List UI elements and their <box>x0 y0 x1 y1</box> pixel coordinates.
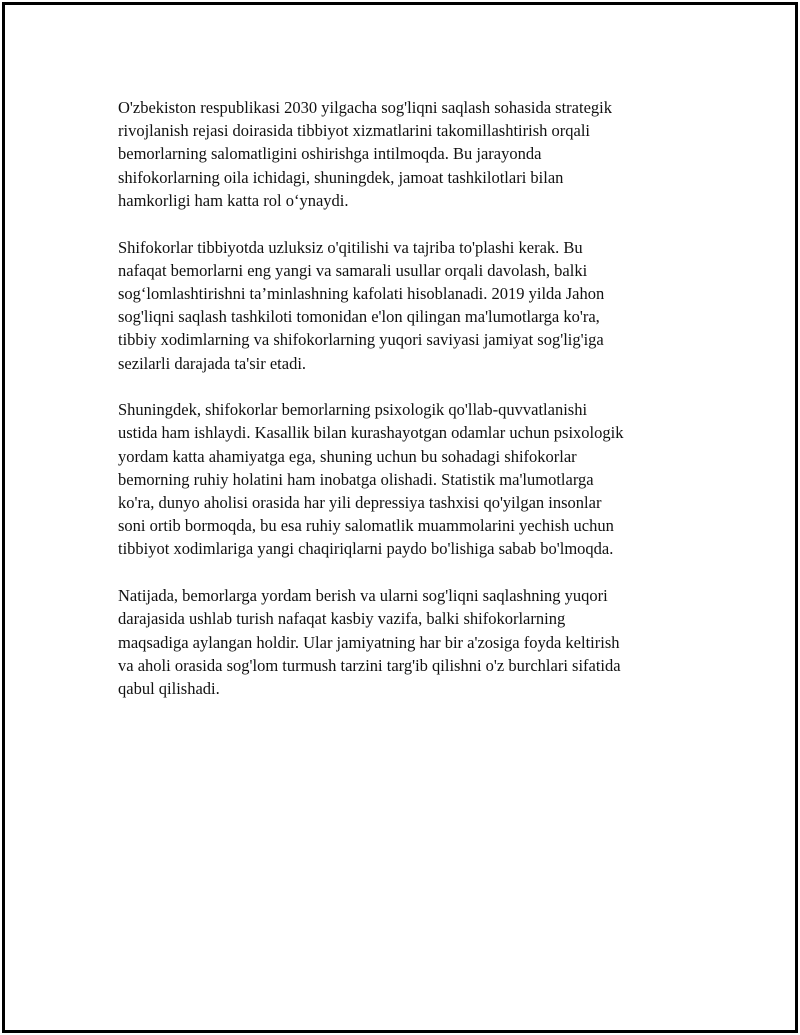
text-line: sog‘lomlashtirishni ta’minlashning kafolati hisoblanadi. 2019 yilda Jahon <box>118 283 605 303</box>
text-line: maqsadiga aylangan holdir. Ular jamiyatning har bir a'zosiga foyda keltirish <box>118 632 620 652</box>
text-line: O'zbekiston respublikasi 2030 yilgacha sog'liqni saqlash sohasida strategik <box>118 98 612 117</box>
text-line: Shifokorlar tibbiyotda uzluksiz o'qitilishi va tajriba to'plashi kerak. Bu <box>118 237 583 257</box>
paragraph-2 <box>118 236 703 375</box>
text-line: qabul qilishadi. <box>118 678 220 698</box>
paragraph-4 <box>118 584 703 700</box>
text-line: va aholi orasida sog'lom turmush tarzini targ'ib qilishni o'z burchlari sifatida <box>118 655 621 675</box>
text-line: bemorning ruhiy holatini ham inobatga olishadi. Statistik ma'lumotlarga <box>118 469 594 489</box>
text-line: Natijada, bemorlarga yordam berish va ularni sog'liqni saqlashning yuqori <box>118 586 608 606</box>
paragraph-3 <box>118 398 703 560</box>
text-line: darajasida ushlab turish nafaqat kasbiy vazifa, balki shifokorlarning <box>118 609 566 629</box>
text-line: soni ortib bormoqda, bu esa ruhiy salomatlik muammolarini yechish uchun <box>118 516 614 536</box>
text-line: sog'liqni saqlash tashkiloti tomonidan e'lon qilingan ma'lumotlarga ko'ra, <box>118 307 600 327</box>
text-line: tibbiy xodimlarning va shifokorlarning yuqori saviyasi jamiyat sog'lig'iga <box>118 330 604 350</box>
document-body <box>118 96 703 724</box>
text-line: bemorlarning salomatligini oshirishga intilmoqda. Bu jarayonda <box>118 144 542 164</box>
text-line: yordam katta ahamiyatga ega, shuning uchun bu sohadagi shifokorlar <box>118 446 577 466</box>
text-line: rivojlanish rejasi doirasida tibbiyot xizmatlarini takomillashtirish orqali <box>118 121 590 141</box>
text-line: Shuningdek, shifokorlar bemorlarning psixologik qo'llab-quvvatlanishi <box>118 400 588 420</box>
text-line: nafaqat bemorlarni eng yangi va samarali usullar orqali davolash, balki <box>118 260 588 280</box>
text-line: ustida ham ishlaydi. Kasallik bilan kurashayotgan odamlar uchun psixologik <box>118 423 624 443</box>
text-line: shifokorlarning oila ichidagi, shuningdek, jamoat tashkilotlari bilan <box>118 167 564 187</box>
text-line: hamkorligi ham katta rol o‘ynaydi. <box>118 190 349 210</box>
text-line: tibbiyot xodimlariga yangi chaqiriqlarni paydo bo'lishiga sabab bo'lmoqda. <box>118 539 614 559</box>
text-line: ko'ra, dunyo aholisi orasida har yili depressiya tashxisi qo'yilgan insonlar <box>118 493 602 513</box>
text-line: sezilarli darajada ta'sir etadi. <box>118 353 307 373</box>
paragraph-1 <box>118 96 703 212</box>
